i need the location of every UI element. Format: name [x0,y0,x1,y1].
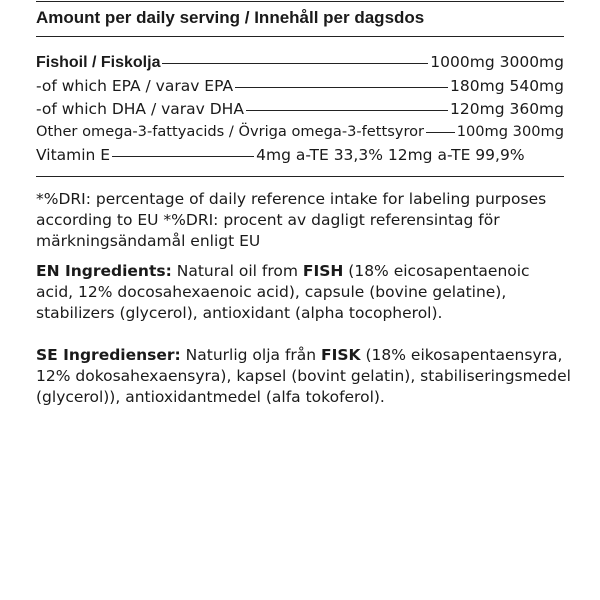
ingredients-en-text-2: (18% eicosapentaenoic acid, 12% docosahexaenoic acid), capsule (bovine gelatine), stabilizers (glycerol), antioxidant (alpha tocopherol). [36,262,530,322]
nutrient-row-dha [36,99,564,119]
ingredients-en-label: EN Ingredients: [36,262,172,280]
leader-line [162,63,428,64]
ingredients-en-text-1: Natural oil from [171,262,303,280]
nutrient-values: 180mg 540mg [450,77,564,95]
nutrient-row-fishoil [36,52,564,73]
nutrient-row-other-omega3 [36,122,564,142]
header-rule [36,36,564,37]
nutrient-values: 120mg 360mg [450,100,564,118]
nutrient-row-vitamin-e [36,145,564,165]
table-bottom-rule [36,176,564,177]
nutrient-name: Fishoil / Fiskolja [36,54,161,71]
top-rule [36,1,564,2]
nutrient-name: -of which DHA / varav DHA [36,100,244,118]
ingredients-se [36,345,571,408]
ingredients-en [36,261,571,324]
nutrient-values: 100mg 300mg [456,123,564,140]
nutrient-values: 1000mg 3000mg [430,53,564,71]
leader-line [112,156,254,157]
nutrient-name: Other omega-3-fattyacids / Övriga omega-3-fettsyror [36,123,425,140]
ingredients-se-text-2: (18% eikosapentaensyra, 12% dokosahexaensyra), kapsel (bovint gelatin), stabiliseringsmedel (glycerol)), antioxidantmedel (alfa tokoferol). [36,346,571,406]
ingredients-se-allergen: FISK [321,346,361,364]
nutrient-row-epa [36,76,564,96]
ingredients-en-allergen: FISH [302,262,344,280]
leader-line [426,132,455,133]
nutrient-name: -of which EPA / varav EPA [36,77,234,95]
leader-line [246,110,448,111]
ingredients-se-label: SE Ingredienser: [36,346,181,364]
leader-line [235,87,448,88]
nutrient-values: 4mg a-TE 33,3% 12mg a-TE 99,9% [256,146,525,164]
table-header: Amount per daily serving / Innehåll per dagsdos [36,8,425,27]
dri-footnote: *%DRI: percentage of daily reference intake for labeling purposes according to EU *%DRI: procent av dagligt referensintag för märkningsändamål enligt EU [36,190,547,250]
ingredients-se-text-1: Naturlig olja från [180,346,322,364]
nutrient-name: Vitamin E [36,146,111,164]
